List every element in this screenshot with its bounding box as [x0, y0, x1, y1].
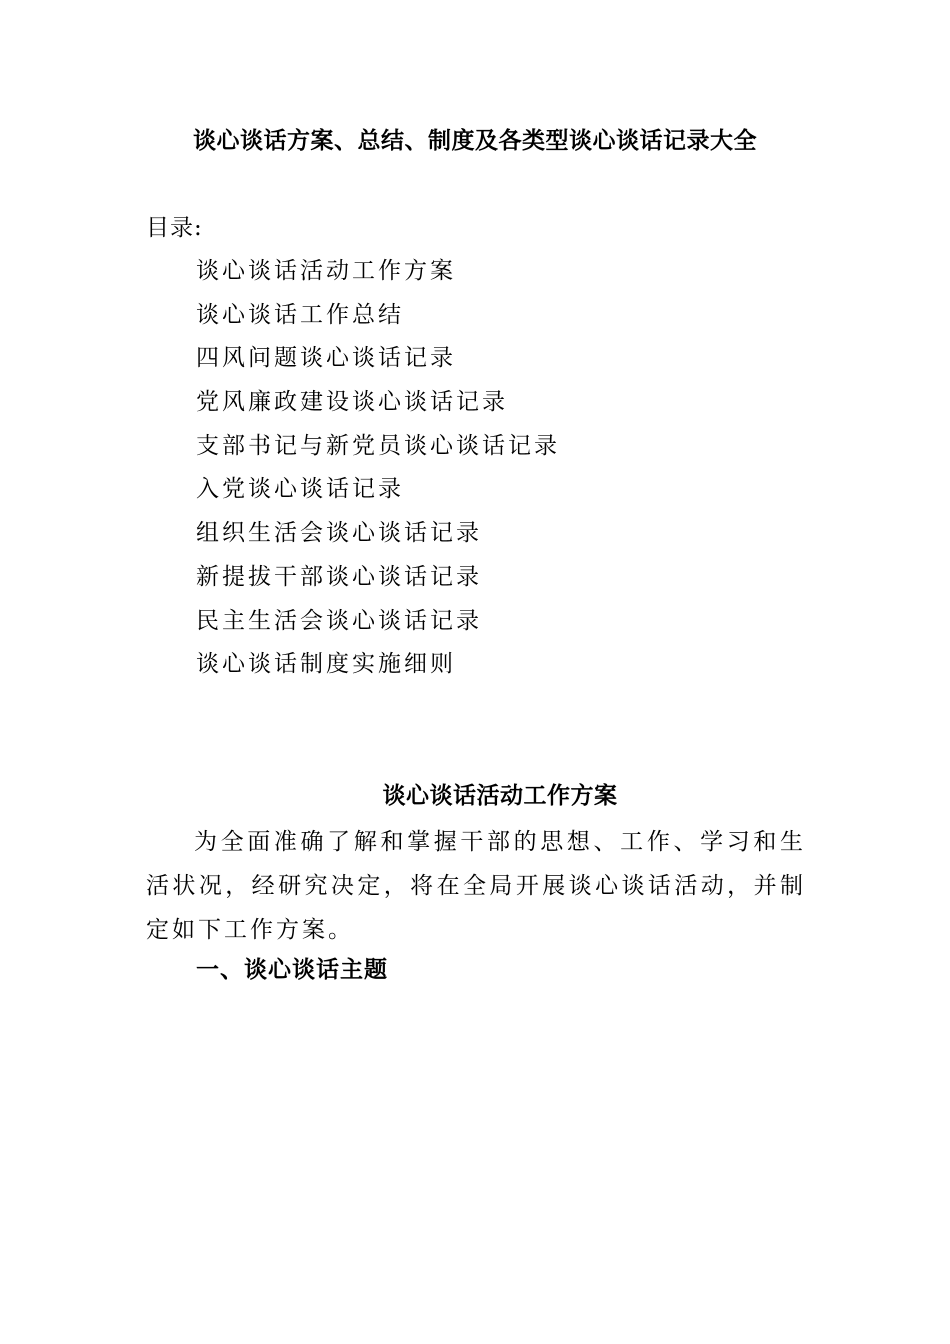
toc-item: 支部书记与新党员谈心谈话记录 [196, 432, 560, 459]
toc-item: 谈心谈话工作总结 [196, 301, 404, 328]
toc-item: 组织生活会谈心谈话记录 [196, 520, 482, 547]
toc-item: 谈心谈话制度实施细则 [196, 651, 456, 678]
toc-item: 党风廉政建设谈心谈话记录 [196, 389, 508, 416]
toc-item: 新提拔干部谈心谈话记录 [196, 563, 482, 590]
toc-item: 谈心谈话活动工作方案 [196, 258, 456, 284]
toc-item: 四风问题谈心谈话记录 [196, 345, 456, 372]
subsection-heading: 一、谈心谈话主题 [196, 956, 388, 983]
table-of-contents [196, 253, 560, 690]
toc-item: 民主生活会谈心谈话记录 [196, 607, 482, 634]
toc-label: 目录: [146, 215, 203, 241]
section-title: 谈心谈话活动工作方案 [382, 782, 618, 809]
section-paragraph: 为全面准确了解和掌握干部的思想、工作、学习和生活状况，经研究决定，将在全局开展谈心谈话活动，并制定如下工作方案。 [146, 829, 806, 943]
document-title: 谈心谈话方案、总结、制度及各类型谈心谈话记录大全 [193, 127, 757, 154]
toc-item: 入党谈心谈话记录 [196, 476, 404, 503]
